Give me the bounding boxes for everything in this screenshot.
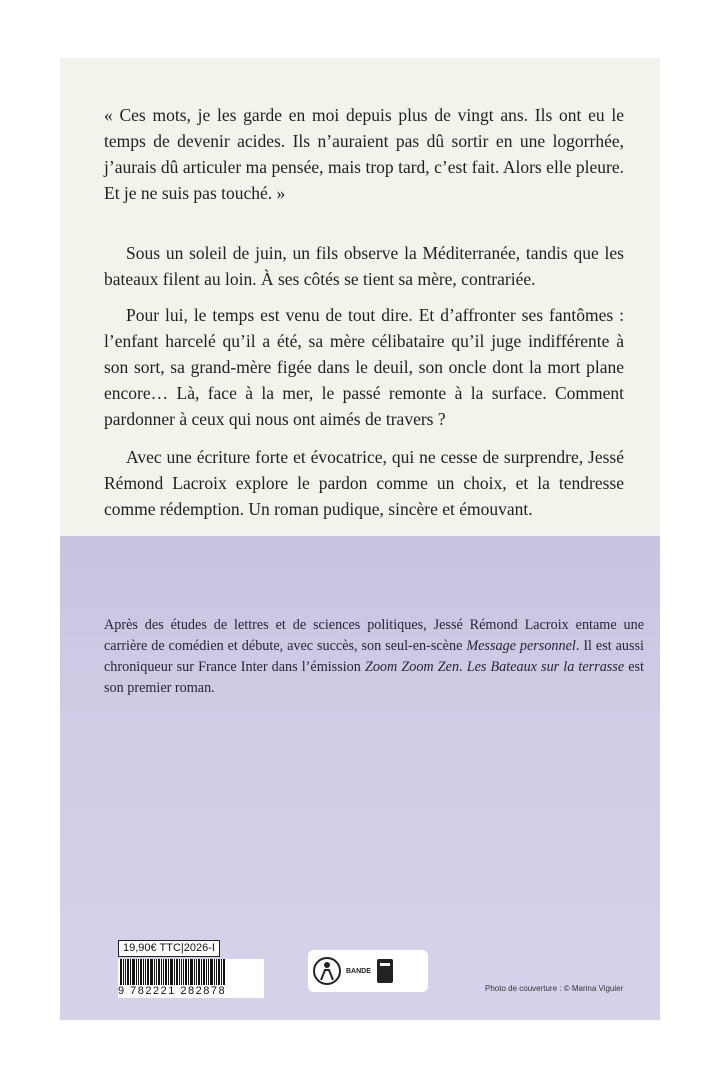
barcode-bar (140, 959, 142, 985)
barcode-bar (138, 959, 139, 985)
book-title: Les Bateaux sur la terrasse (466, 659, 625, 676)
opening-quote-block (104, 102, 624, 206)
barcode-bar (125, 959, 126, 985)
price-label: 19,90€ TTC|2026-I (118, 940, 220, 957)
bio-part-4: est son premier roman. (104, 659, 644, 697)
barcode-bar (210, 959, 213, 985)
barcode-bar (221, 959, 222, 985)
summary-paragraph-3-block (104, 444, 624, 522)
triman-icon (312, 956, 342, 986)
bio-part-1: Après des études de lettres et de sciences politiques, Jessé Rémond Lacroix entame une carrière de comédien et débute, avec succès, son seul-en-scène (104, 617, 644, 655)
bio-part-2: . Il est aussi chroniqueur sur France Inter dans l’émission (104, 638, 644, 676)
barcode-bar (223, 959, 225, 985)
barcode-bar (198, 959, 200, 985)
bin-icon (375, 957, 395, 985)
triman-label: BANDE (346, 967, 371, 975)
summary-paragraph-3: Avec une écriture forte et évocatrice, qui ne cesse de surprendre, Jessé Rémond Lacroix explore le pardon comme un choix, et la tendresse comme rédemption. Un roman pudique, sincère et émouvant. (104, 447, 624, 519)
barcode-bar (143, 959, 144, 985)
barcode-bar (165, 959, 167, 985)
barcode-bar (181, 959, 182, 985)
barcode-bar (145, 959, 146, 985)
barcode-bar (183, 959, 184, 985)
summary-section (60, 58, 660, 536)
barcode-bar (201, 959, 202, 985)
barcode-bar (194, 959, 195, 985)
barcode-bar (150, 959, 153, 985)
photo-credit: Photo de couverture : © Marina Viguier (485, 984, 624, 993)
ean-number: 9 782221 282878 (118, 985, 264, 998)
barcode-bar (176, 959, 178, 985)
barcode-bar (206, 959, 207, 985)
barcode-bar (185, 959, 187, 985)
triman-recycling-logo (308, 950, 428, 992)
barcode-bar (196, 959, 197, 985)
barcode-bar (188, 959, 189, 985)
opening-quote: « Ces mots, je les garde en moi depuis plus de vingt ans. Ils ont eu le temps de devenir acides. Ils n’auraient pas dû sortir en une logorrhée, j’aurais dû articuler ma pensée, mais trop tard, c’est fait. Alors elle pleure. Et je ne suis pas touché. » (104, 105, 624, 203)
barcode-bar (132, 959, 135, 985)
barcode-bar (216, 959, 217, 985)
summary-paragraph-1: Sous un soleil de juin, un fils observe la Méditerranée, tandis que les bateaux filent au loin. À ses côtés se tient sa mère, contrariée. (104, 243, 624, 289)
barcode-bar (158, 959, 160, 985)
barcode-bar (203, 959, 205, 985)
barcode-bar (120, 959, 122, 985)
summary-paragraph-2: Pour lui, le temps est venu de tout dire. Et d’affronter ses fantômes : l’enfant harcelé qu’il a été, sa mère célibataire qu’il juge indifférente à son sort, sa grand-mère figée dans le deuil, son oncle dont la mort plane encore… Là, face à la mer, le passé remonte à la surface. Comment pardonner à ceux qui nous ont aimés de travers ? (104, 305, 624, 429)
barcode-bar (214, 959, 215, 985)
summary-paragraph-1-block (104, 240, 624, 292)
barcode-bar (218, 959, 220, 985)
barcode-bar (127, 959, 129, 985)
radio-show-title: Zoom Zoom Zen (364, 659, 460, 676)
barcode-bar (130, 959, 131, 985)
summary-paragraph-2-block (104, 302, 624, 432)
barcode-bar (123, 959, 124, 985)
show-title: Message personnel (466, 638, 576, 655)
barcode-bar (136, 959, 137, 985)
barcode-bar (161, 959, 162, 985)
barcode-bar (174, 959, 175, 985)
barcode-bar (163, 959, 164, 985)
back-cover (60, 58, 660, 1020)
barcode-bar (147, 959, 149, 985)
barcode-bar (190, 959, 193, 985)
barcode-bar (154, 959, 155, 985)
bio-part-3: . (459, 659, 467, 676)
price-barcode-block (118, 938, 264, 997)
barcode-bar (179, 959, 180, 985)
barcode-bar (168, 959, 169, 985)
barcode (118, 959, 264, 985)
barcode-bar (156, 959, 157, 985)
barcode-bar (208, 959, 209, 985)
author-bio (104, 615, 644, 699)
barcode-bar (170, 959, 173, 985)
